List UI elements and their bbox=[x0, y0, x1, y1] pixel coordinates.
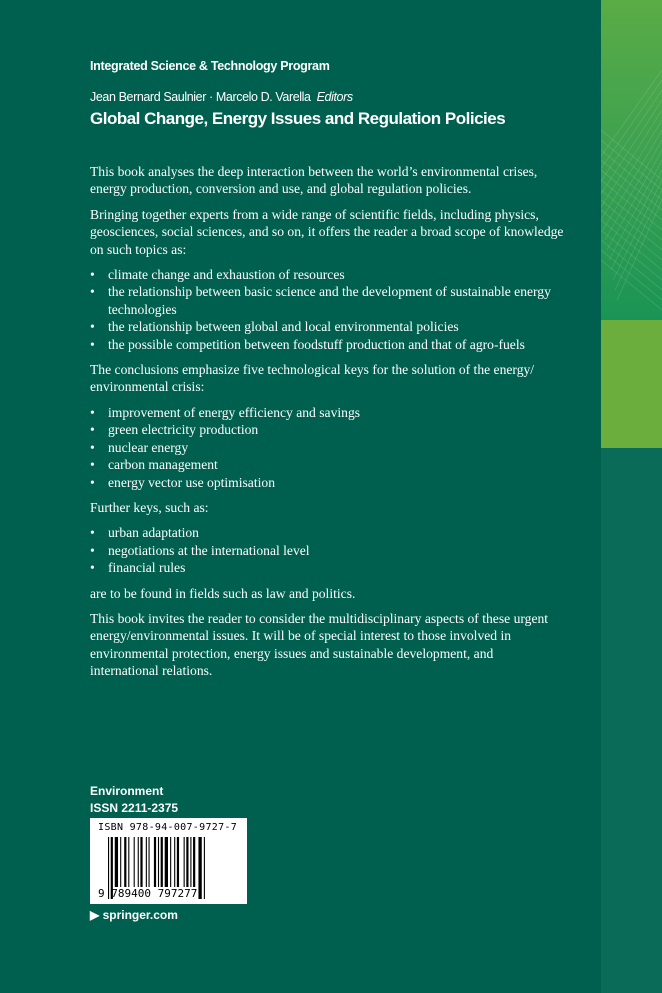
barcode-bar bbox=[134, 837, 135, 887]
editors-label: Editors bbox=[316, 90, 353, 104]
barcode-digits: 9 789400 797277 bbox=[98, 887, 198, 900]
barcode-bar bbox=[204, 837, 205, 899]
list-item: • carbon management bbox=[90, 456, 565, 473]
paragraph: The conclusions emphasize five technological keys for the solution of the energy/ environmental crisis: bbox=[90, 362, 535, 395]
barcode-bar bbox=[184, 837, 185, 887]
barcode-bar bbox=[165, 837, 168, 887]
teal-block bbox=[601, 448, 662, 993]
series-name: Integrated Science & Technology Program bbox=[90, 59, 330, 73]
barcode-bar bbox=[138, 837, 139, 887]
keys-list bbox=[90, 404, 565, 491]
list-item: • the possible competition between foodstuff production and that of agro-fuels bbox=[90, 336, 565, 353]
barcode-bar bbox=[158, 837, 159, 887]
blurb bbox=[90, 163, 565, 688]
paragraph: Bringing together experts from a wide range of scientific fields, including physics, geosciences, social sciences, and so on, it offers the reader a broad scope of knowledge on such topics as: bbox=[90, 206, 564, 257]
publisher-website[interactable] bbox=[90, 908, 178, 922]
barcode-bar bbox=[161, 837, 163, 887]
list-item: • green electricity production bbox=[90, 421, 565, 438]
barcode-bar bbox=[128, 837, 129, 887]
book-title: Global Change, Energy Issues and Regulation Policies bbox=[90, 109, 506, 128]
isbn-barcode bbox=[90, 818, 247, 904]
barcode-bar bbox=[154, 837, 156, 887]
list-item: • negotiations at the international level bbox=[90, 542, 565, 559]
list-item: • the relationship between basic science and the development of sustainable energy technologies bbox=[90, 283, 565, 318]
list-item: • improvement of energy efficiency and savings bbox=[90, 404, 565, 421]
barcode-bar bbox=[140, 837, 142, 887]
list-item: • climate change and exhaustion of resources bbox=[90, 266, 565, 283]
editor-names: Jean Bernard Saulnier · Marcelo D. Varella bbox=[90, 90, 311, 104]
barcode-bar bbox=[146, 837, 147, 887]
barcode-bar bbox=[115, 837, 118, 887]
list-item: • nuclear energy bbox=[90, 439, 565, 456]
barcode-bar bbox=[124, 837, 126, 887]
website-link[interactable]: springer.com bbox=[102, 908, 178, 922]
barcode-bar bbox=[193, 837, 195, 887]
isbn-text: ISBN 978-94-007-9727-7 bbox=[98, 822, 238, 833]
barcode-bar bbox=[198, 837, 201, 899]
decorative-color-strip bbox=[601, 0, 662, 993]
barcode-bar bbox=[186, 837, 188, 887]
paragraph: are to be found in fields such as law and politics. bbox=[90, 585, 356, 601]
subject: Environment bbox=[90, 784, 164, 798]
pattern-block bbox=[601, 0, 662, 320]
green-block bbox=[601, 320, 662, 448]
barcode-bar bbox=[177, 837, 179, 887]
editors bbox=[90, 90, 353, 104]
further-keys-list bbox=[90, 524, 565, 576]
list-item: • energy vector use optimisation bbox=[90, 474, 565, 491]
list-item: • urban adaptation bbox=[90, 524, 565, 541]
barcode-bar bbox=[190, 837, 191, 887]
paragraph: Further keys, such as: bbox=[90, 499, 209, 515]
barcode-bar bbox=[170, 837, 171, 887]
barcode-bar bbox=[120, 837, 121, 887]
play-arrow-icon: ▶ bbox=[90, 908, 103, 922]
paragraph: This book analyses the deep interaction between the world’s environmental crises, energy production, conversion and use, and global regulation policies. bbox=[90, 164, 538, 197]
issn: ISSN 2211-2375 bbox=[90, 801, 179, 815]
subject-info bbox=[90, 783, 178, 817]
list-item: • financial rules bbox=[90, 559, 565, 576]
list-item: • the relationship between global and local environmental policies bbox=[90, 318, 565, 335]
topic-list bbox=[90, 266, 565, 353]
barcode-bar bbox=[174, 837, 175, 887]
paragraph: This book invites the reader to consider the multidisciplinary aspects of these urgent energy/environmental issues. It will be of special interest to those involved in environmental protection, energy issues and sustainable development, and international relations. bbox=[90, 610, 549, 679]
barcode-bar bbox=[149, 837, 150, 887]
